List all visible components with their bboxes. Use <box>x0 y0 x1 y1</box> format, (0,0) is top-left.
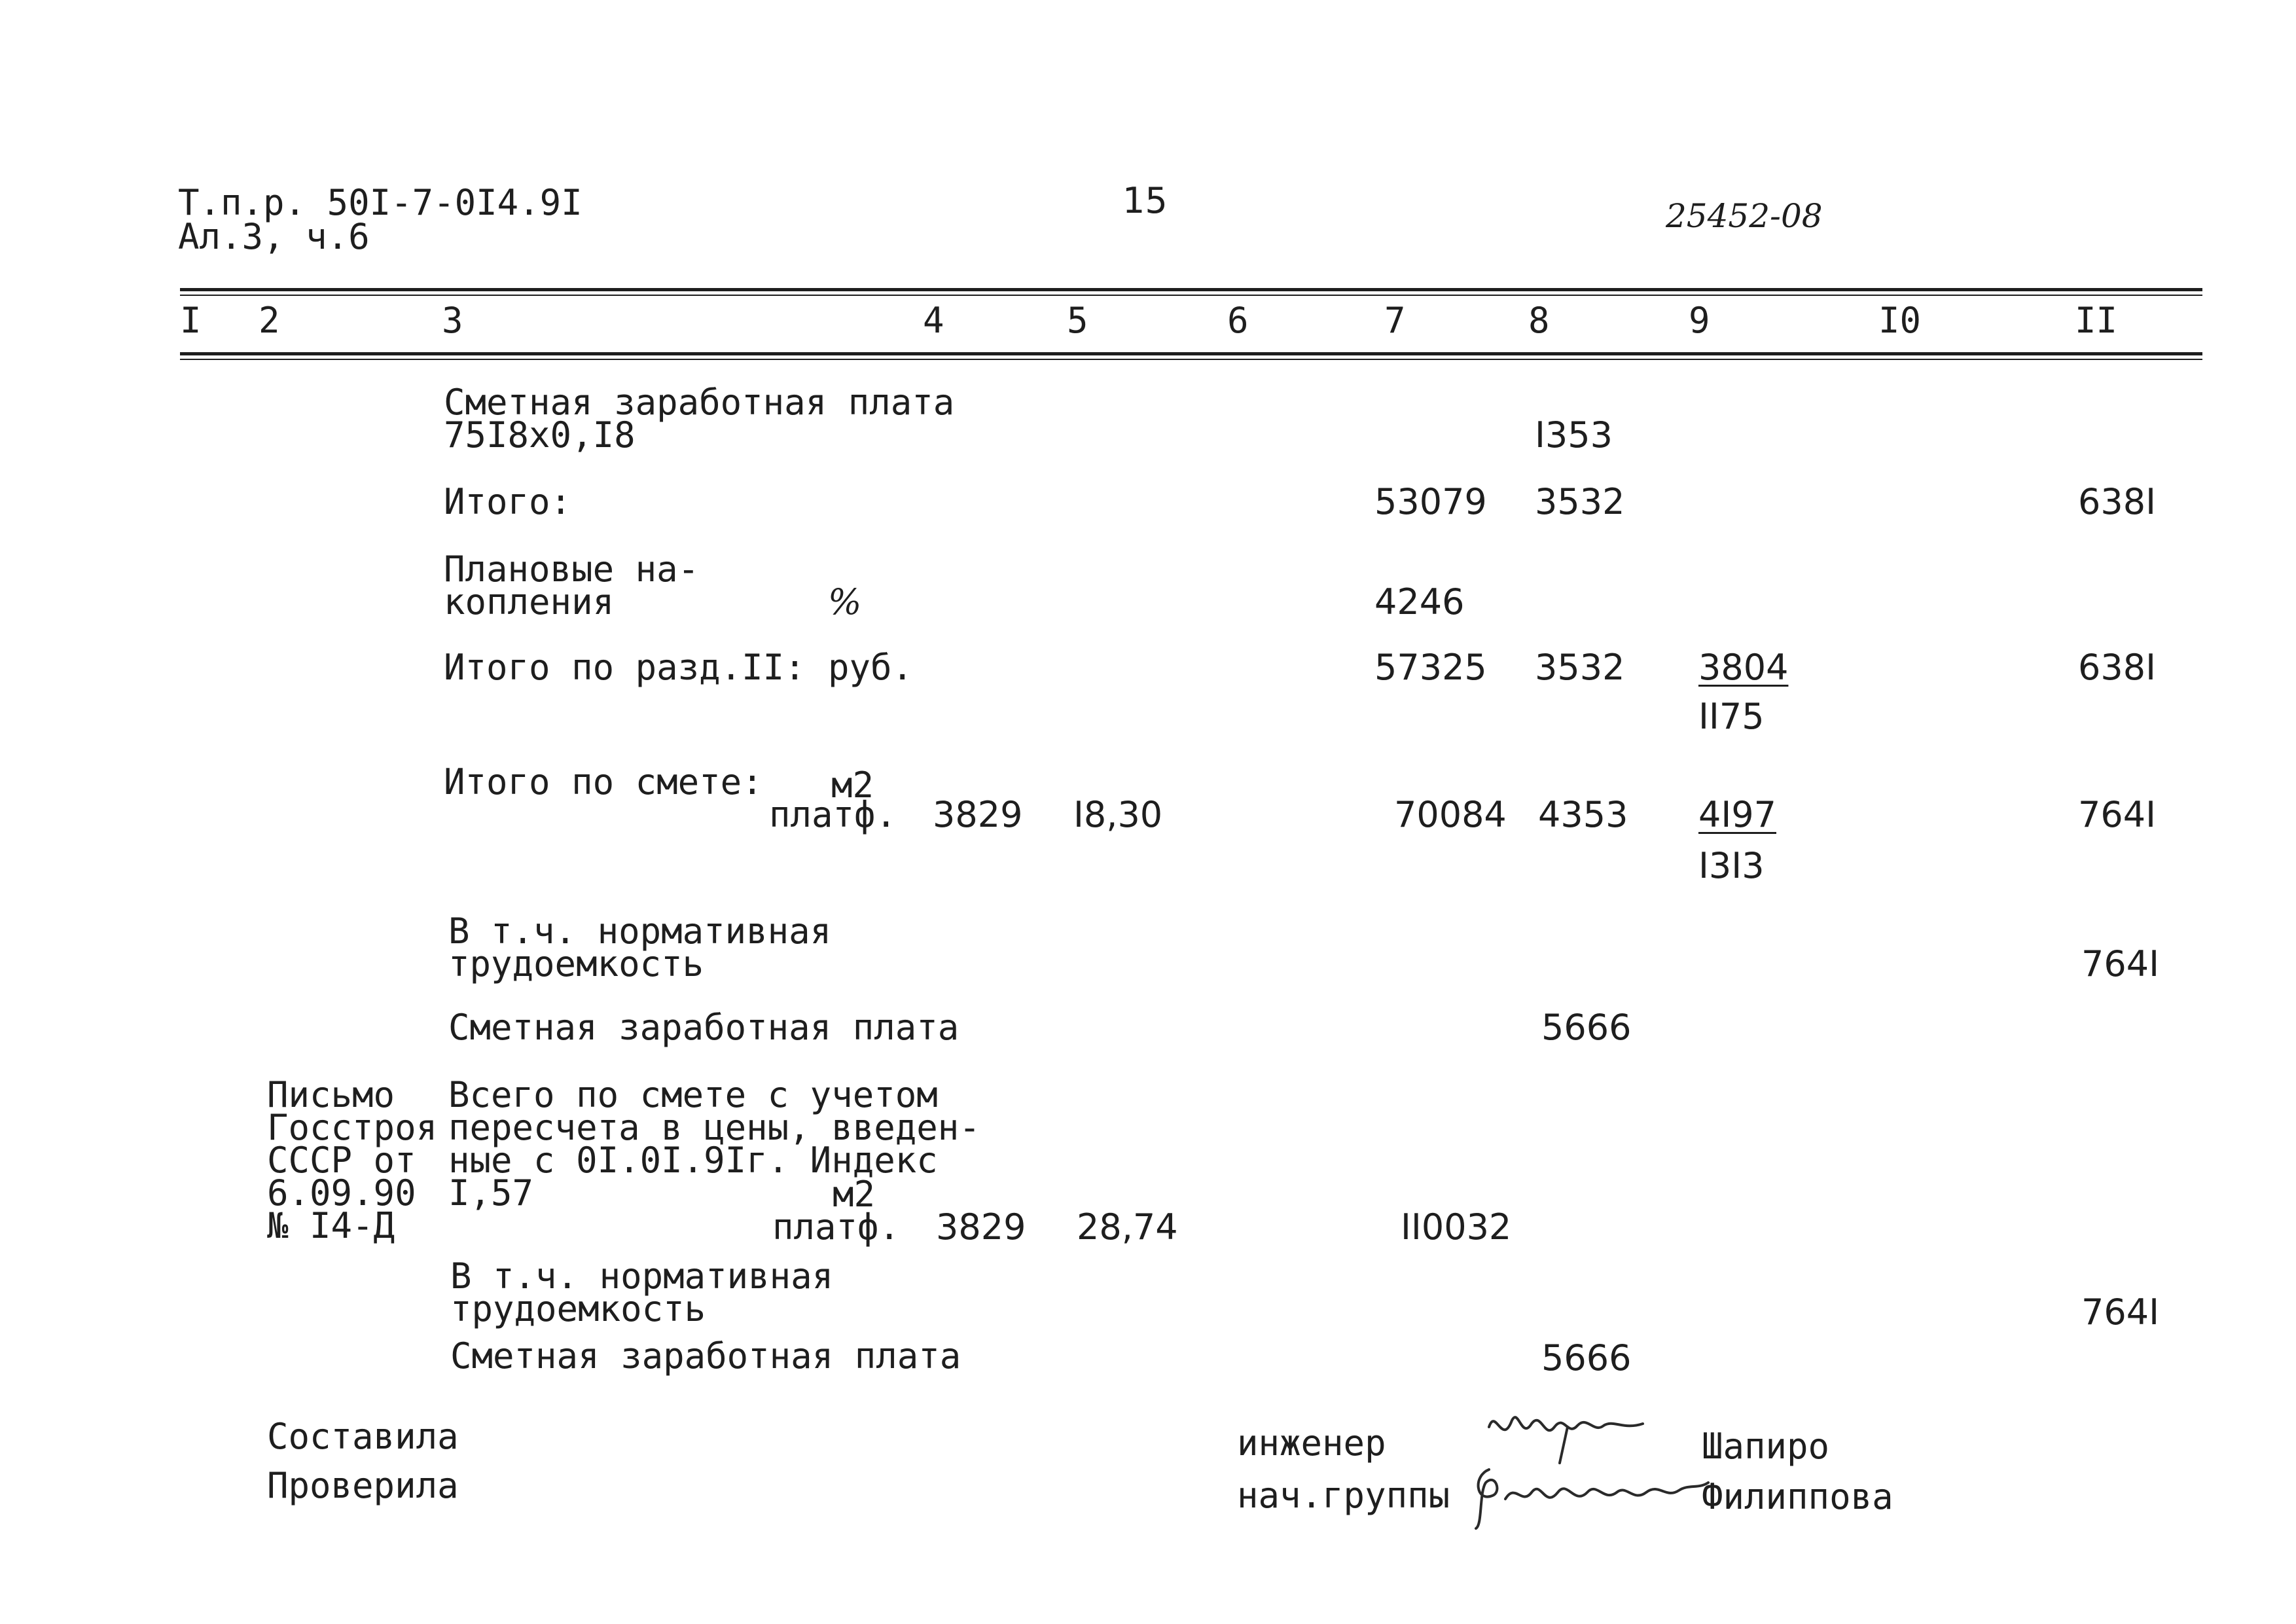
column-header-10: I0 <box>1878 300 1922 341</box>
row8-col5: 28,74 <box>1077 1206 1178 1248</box>
row8-reference-line5: № I4-Д <box>267 1205 395 1246</box>
doc-code-line1: Т.п.р. 50I-7-0I4.9I <box>178 182 583 223</box>
row10-col8: 5666 <box>1541 1337 1632 1379</box>
row7-col8: 5666 <box>1541 1007 1632 1048</box>
row8-unit-line2: платф. <box>772 1206 901 1248</box>
row2-col11: 638I <box>2078 481 2156 522</box>
row5-col11: 764I <box>2078 794 2156 835</box>
group-head-role: нач.группы <box>1237 1475 1450 1516</box>
row3-description-line2: копления <box>444 581 615 623</box>
row8-unit-line1: м2 <box>833 1174 876 1215</box>
row5-unit-line1: м2 <box>831 765 874 806</box>
row5-description: Итого по смете: <box>444 761 763 803</box>
row4-col7: 57325 <box>1374 647 1487 688</box>
row3-unit: % <box>828 581 862 623</box>
compiled-by-label: Составила <box>267 1416 459 1457</box>
row7-description: Сметная заработная плата <box>448 1007 960 1048</box>
group-head-name: Филиппова <box>1702 1476 1893 1517</box>
column-header-4: 4 <box>923 300 944 341</box>
row4-unit: руб. <box>828 647 914 688</box>
row8-reference-line4: 6.09.90 <box>267 1172 416 1214</box>
row5-col4: 3829 <box>933 794 1023 835</box>
row5-col9-top: 4I97 <box>1698 794 1776 835</box>
row8-description-line1: Всего по смете с учетом <box>448 1074 938 1115</box>
row8-col7: II0032 <box>1401 1206 1512 1248</box>
row8-reference-line2: Госстроя <box>267 1107 438 1148</box>
row8-description-line3: ные с 0I.0I.9Iг. Индекс <box>448 1140 938 1181</box>
engineer-name: Шапиро <box>1702 1426 1830 1467</box>
row4-col9-bottom: II75 <box>1698 696 1765 737</box>
column-header-8: 8 <box>1528 300 1550 341</box>
row5-col9-bottom: I3I3 <box>1698 845 1765 886</box>
row8-description-line2: пересчета в цены, введен- <box>448 1107 980 1148</box>
column-header-7: 7 <box>1384 300 1406 341</box>
row2-col7: 53079 <box>1374 481 1487 522</box>
column-header-6: 6 <box>1227 300 1249 341</box>
row4-col9-top: 3804 <box>1698 647 1789 688</box>
row4-col8: 3532 <box>1535 647 1625 688</box>
group-head-signature <box>1469 1463 1712 1535</box>
row2-col8: 3532 <box>1535 481 1625 522</box>
row5-unit-line2: платф. <box>769 794 897 835</box>
row5-col7: 70084 <box>1394 794 1507 835</box>
row3-description-line1: Плановые на- <box>444 549 700 590</box>
checked-by-label: Проверила <box>267 1465 459 1506</box>
row10-description: Сметная заработная плата <box>450 1335 961 1377</box>
row1-col8: I353 <box>1535 414 1613 456</box>
row8-reference-line1: Письмо <box>267 1074 395 1115</box>
row3-col7: 4246 <box>1374 581 1465 623</box>
page-number: 15 <box>1122 180 1168 221</box>
engineer-signature <box>1482 1401 1653 1473</box>
row2-description: Итого: <box>444 481 572 522</box>
column-header-3: 3 <box>442 300 463 341</box>
row9-col11: 764I <box>2081 1291 2159 1333</box>
column-header-5: 5 <box>1067 300 1088 341</box>
column-header-9: 9 <box>1689 300 1710 341</box>
row4-col11: 638I <box>2078 647 2156 688</box>
table-header-rule <box>180 352 2202 355</box>
row4-description: Итого по разд.II: <box>444 647 806 688</box>
row8-col4: 3829 <box>936 1206 1026 1248</box>
row8-description-line4: I,57 <box>448 1172 534 1214</box>
column-header-2: 2 <box>259 300 280 341</box>
doc-code-line2: Ал.3, ч.6 <box>178 216 370 257</box>
row9-description-line1: В т.ч. нормативная <box>450 1255 834 1297</box>
row8-reference-line3: СССР от <box>267 1140 416 1181</box>
row6-col11: 764I <box>2081 943 2159 984</box>
column-header-11: II <box>2075 300 2118 341</box>
row5-col8: 4353 <box>1538 794 1628 835</box>
row1-formula: 75I8x0,I8 <box>444 414 636 456</box>
column-header-1: I <box>180 300 202 341</box>
table-top-rule <box>180 288 2202 291</box>
row1-description: Сметная заработная плата <box>444 382 955 423</box>
row6-description-line2: трудоемкость <box>448 943 704 984</box>
engineer-role: инженер <box>1237 1422 1386 1464</box>
table-top-rule-thin <box>180 295 2202 296</box>
row5-col5: I8,30 <box>1073 794 1163 835</box>
inventory-number: 25452-08 <box>1666 197 1823 235</box>
row6-description-line1: В т.ч. нормативная <box>448 911 832 952</box>
table-header-rule-thin <box>180 359 2202 360</box>
row9-description-line2: трудоемкость <box>450 1288 706 1329</box>
